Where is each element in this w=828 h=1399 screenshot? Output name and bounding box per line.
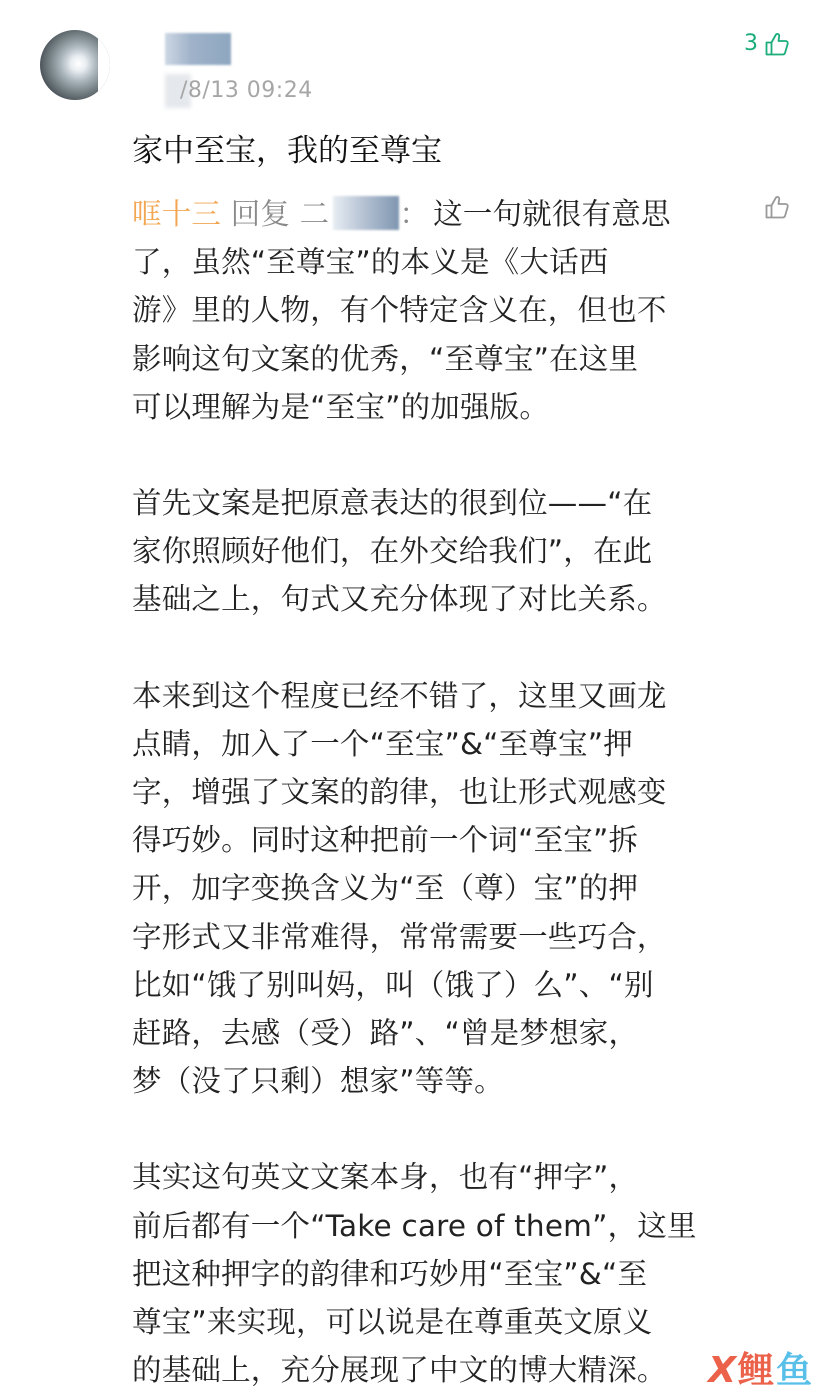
comment-text: 家中至宝，我的至尊宝 (132, 133, 442, 169)
reply-block (132, 190, 732, 1394)
watermark-char-2: 鱼 (775, 1350, 812, 1391)
reply-like-button[interactable] (764, 194, 790, 224)
reply-separator: ： (399, 197, 430, 231)
reply-text-line: 字，增强了文案的韵律，也让形式观感变 (132, 775, 667, 810)
reply-text-line: 把这种押字的韵律和巧妙用“至宝”&“至 (132, 1256, 648, 1291)
comment-date: /8/13 09:24 (180, 78, 313, 103)
reply-text-line: 影响这句文案的优秀，“至尊宝”在这里 (132, 341, 639, 376)
reply-text-line: 首先文案是把原意表达的很到位——“在 (132, 486, 653, 521)
avatar[interactable] (40, 30, 110, 100)
reply-body (132, 238, 732, 1394)
reply-text-line: 其实这句英文文案本身，也有“押字”， (132, 1160, 639, 1195)
watermark-mark: X (708, 1350, 736, 1391)
reply-text-line: 了，虽然“至尊宝”的本义是《大话西 (132, 245, 609, 280)
comment-like-button[interactable] (744, 30, 790, 58)
reply-target-visible[interactable]: 二 (299, 197, 330, 231)
reply-text-line: 开，加字变换含义为“至（尊）宝”的押 (132, 871, 639, 906)
watermark-logo (708, 1349, 812, 1393)
username-blurred[interactable] (165, 33, 231, 65)
reply-text-line: 赶路，去感（受）路”、“曾是梦想家， (132, 1016, 639, 1051)
reply-target-blurred[interactable] (333, 196, 399, 230)
reply-text-line: 尊宝”来实现，可以说是在尊重英文原义 (132, 1305, 653, 1340)
reply-text-line: 比如“饿了别叫妈，叫（饿了）么”、“别 (132, 967, 654, 1002)
reply-first-line (132, 190, 732, 238)
paragraph-gap (132, 1105, 732, 1153)
reply-text-line: 点睛，加入了一个“至宝”&“至尊宝”押 (132, 726, 633, 761)
reply-text-line: 基础之上，句式又充分体现了对比关系。 (132, 582, 667, 617)
replier-name[interactable]: 哐十三 (132, 197, 222, 231)
avatar-mask (98, 30, 110, 100)
paragraph-gap (132, 624, 732, 672)
paragraph-gap (132, 431, 732, 479)
reply-text-line: 本来到这个程度已经不错了，这里又画龙 (132, 678, 667, 713)
reply-text-line: 的基础上，充分展现了中文的博大精深。 (132, 1353, 667, 1388)
watermark-char-1: 鲤 (737, 1350, 774, 1391)
thumbs-up-icon (764, 31, 790, 57)
reply-text-line: 前后都有一个“Take care of them”，这里 (132, 1208, 697, 1243)
reply-text-line: 字形式又非常难得，常常需要一些巧合， (132, 919, 667, 954)
reply-text-line: 家你照顾好他们，在外交给我们”，在此 (132, 534, 653, 569)
reply-label: 回复 (230, 197, 291, 231)
reply-text-line: 游》里的人物，有个特定含义在，但也不 (132, 293, 667, 328)
like-count: 3 (744, 31, 758, 56)
reply-text-line: 梦（没了只剩）想家”等等。 (132, 1064, 504, 1099)
reply-text-line: 可以理解为是“至宝”的加强版。 (132, 389, 550, 424)
reply-text-line: 得巧妙。同时这种把前一个词“至宝”拆 (132, 823, 639, 858)
thumbs-up-icon (764, 194, 790, 220)
reply-first-text: 这一句就很有意思 (433, 197, 671, 231)
